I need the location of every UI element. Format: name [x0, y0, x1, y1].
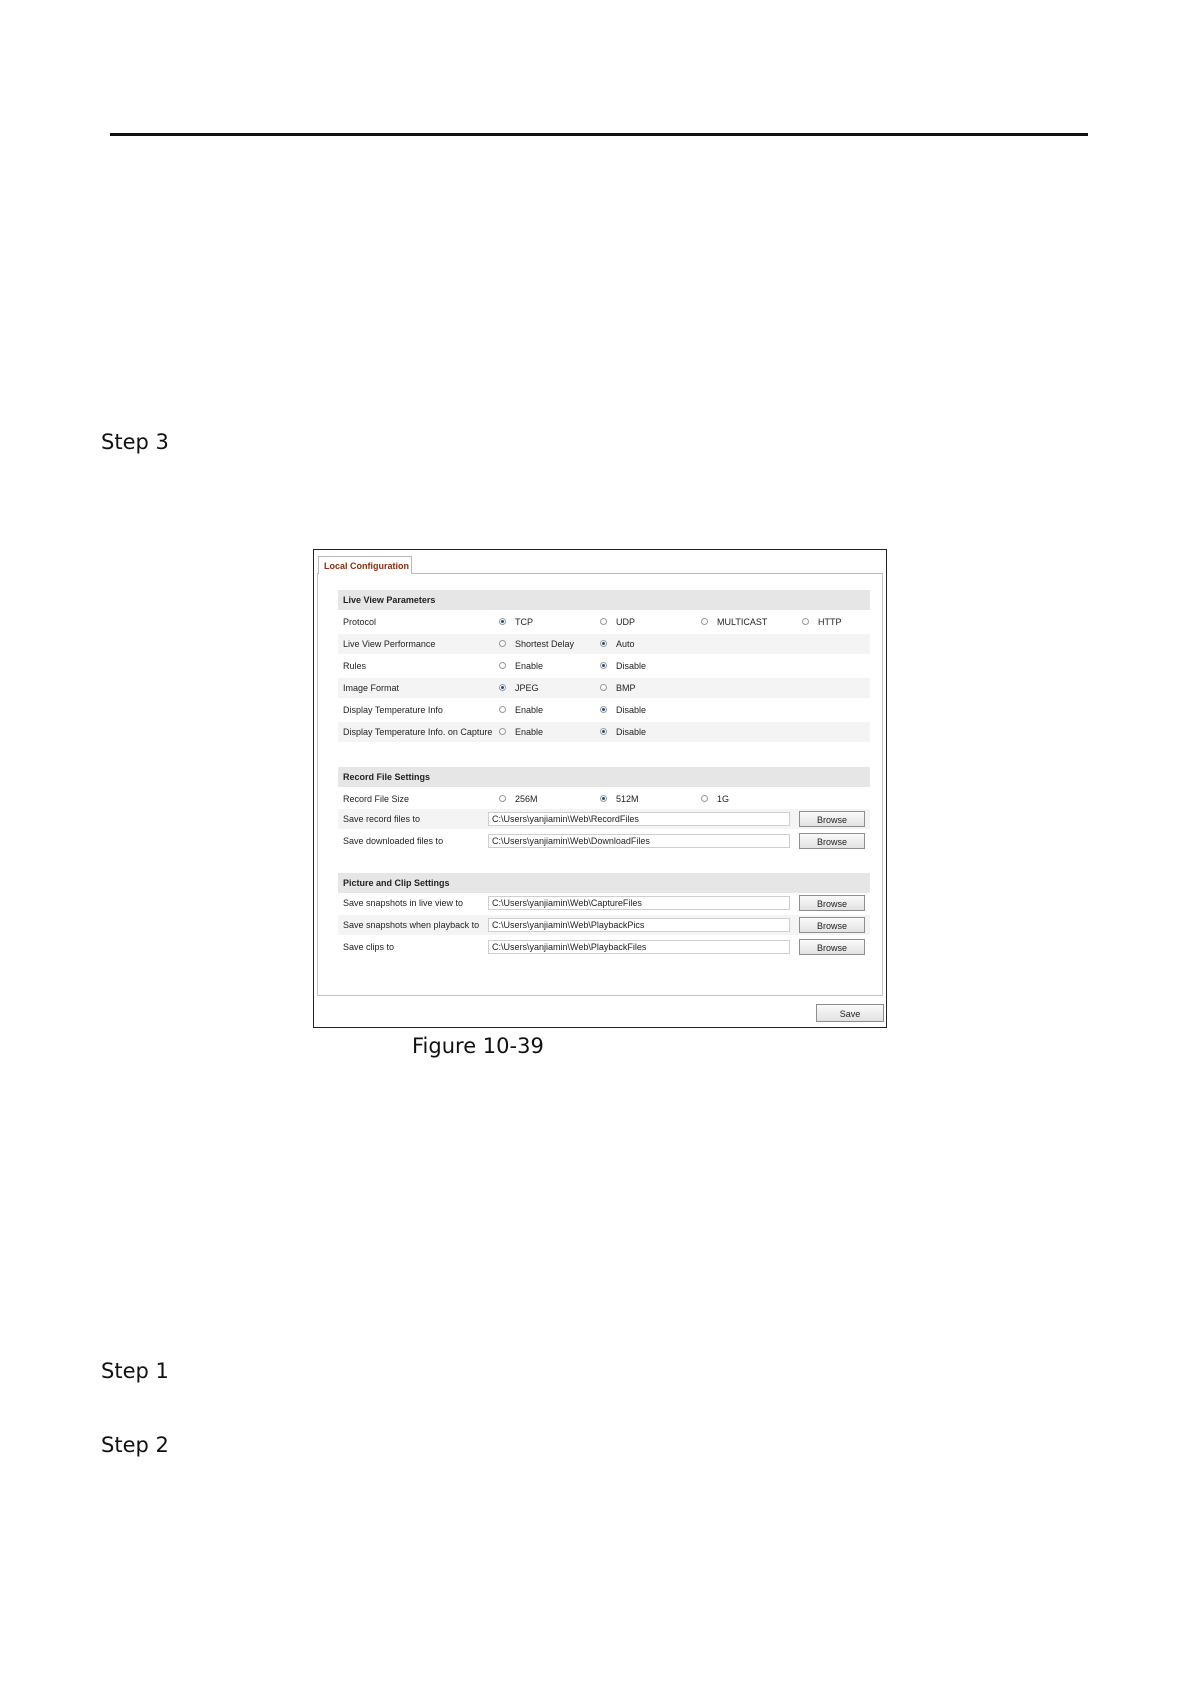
row-label: Rules	[343, 661, 367, 671]
tab-bar	[317, 556, 883, 574]
figure-caption: Figure 10-39	[412, 1034, 544, 1058]
radio-selected-icon	[499, 618, 506, 625]
row-label: Live View Performance	[343, 639, 436, 649]
section-picture-clip-settings: Picture and Clip Settings	[338, 873, 870, 893]
radio-selected-icon	[600, 640, 607, 647]
section-live-view-parameters: Live View Parameters	[338, 590, 870, 610]
row-protocol: Protocol TCP UDP MULTICAST HTTP	[338, 612, 870, 632]
radio-selected-icon	[600, 706, 607, 713]
browse-record-files-button[interactable]: Browse	[799, 811, 865, 827]
radio-icon	[701, 618, 708, 625]
record-files-path-input[interactable]: C:\Users\yanjiamin\Web\RecordFiles	[488, 812, 790, 826]
step-3-label: Step 3	[101, 430, 169, 454]
radio-icon	[499, 662, 506, 669]
radio-selected-icon	[600, 728, 607, 735]
browse-playback-files-button[interactable]: Browse	[799, 939, 865, 955]
row-label: Save snapshots in live view to	[343, 898, 464, 908]
row-display-temperature-info: Display Temperature Info Enable Disable	[338, 700, 870, 720]
config-panel	[317, 574, 883, 996]
radio-icon	[499, 795, 506, 802]
section-record-file-settings: Record File Settings	[338, 767, 870, 787]
header-rule	[110, 133, 1088, 136]
playback-pics-path-input[interactable]: C:\Users\yanjiamin\Web\PlaybackPics	[488, 918, 790, 932]
row-label: Save downloaded files to	[343, 836, 444, 846]
radio-icon	[600, 618, 607, 625]
row-label: Save record files to	[343, 814, 421, 824]
row-label: Save clips to	[343, 942, 395, 952]
row-label: Display Temperature Info. on Capture	[343, 727, 493, 737]
browse-downloaded-files-button[interactable]: Browse	[799, 833, 865, 849]
browse-capture-files-button[interactable]: Browse	[799, 895, 865, 911]
radio-selected-icon	[600, 662, 607, 669]
step-1-label: Step 1	[101, 1359, 169, 1383]
row-label: Image Format	[343, 683, 400, 693]
row-label: Protocol	[343, 617, 377, 627]
radio-selected-icon	[600, 795, 607, 802]
radio-icon	[802, 618, 809, 625]
browse-playback-pics-button[interactable]: Browse	[799, 917, 865, 933]
downloaded-files-path-input[interactable]: C:\Users\yanjiamin\Web\DownloadFiles	[488, 834, 790, 848]
row-save-downloaded-files	[338, 831, 870, 851]
screenshot-figure	[313, 549, 887, 1028]
row-image-format: Image Format JPEG BMP	[338, 678, 870, 698]
radio-icon	[499, 640, 506, 647]
row-temperature-on-capture: Display Temperature Info. on Capture Enable Disable	[338, 722, 870, 742]
row-save-snapshots-playback	[338, 915, 870, 935]
row-label: Display Temperature Info	[343, 705, 443, 715]
radio-icon	[499, 706, 506, 713]
radio-icon	[499, 728, 506, 735]
capture-files-path-input[interactable]: C:\Users\yanjiamin\Web\CaptureFiles	[488, 896, 790, 910]
playback-files-path-input[interactable]: C:\Users\yanjiamin\Web\PlaybackFiles	[488, 940, 790, 954]
row-save-record-files	[338, 809, 870, 829]
radio-icon	[701, 795, 708, 802]
step-2-label: Step 2	[101, 1433, 169, 1457]
row-save-clips	[338, 937, 870, 957]
tab-local-configuration[interactable]: Local Configuration	[318, 556, 412, 574]
row-label: Save snapshots when playback to	[343, 920, 480, 930]
save-button[interactable]: Save	[816, 1004, 884, 1022]
row-save-snapshots-live	[338, 893, 870, 913]
row-rules: Rules Enable Disable	[338, 656, 870, 676]
row-live-view-performance: Live View Performance Shortest Delay Auto	[338, 634, 870, 654]
radio-icon	[600, 684, 607, 691]
row-record-file-size: Record File Size 256M 512M 1G	[338, 789, 870, 809]
radio-selected-icon	[499, 684, 506, 691]
row-label: Record File Size	[343, 794, 410, 804]
